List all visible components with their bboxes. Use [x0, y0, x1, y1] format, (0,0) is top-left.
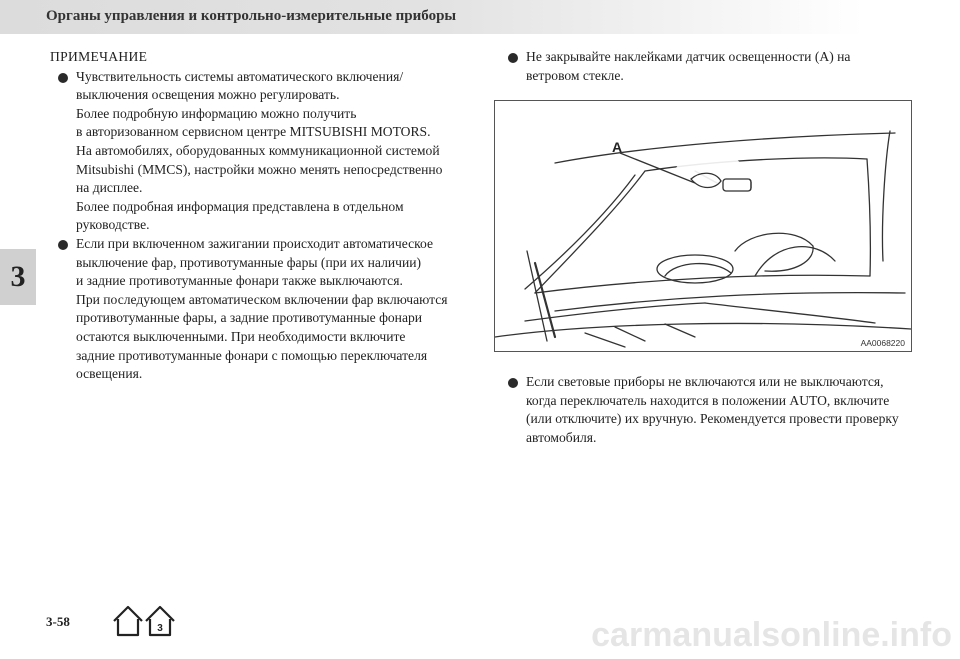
text-line: При последующем автоматическом включении фар включаются — [76, 291, 448, 307]
auto-bullet — [500, 373, 920, 447]
watermark: carmanualsonline.info — [591, 616, 952, 654]
text-line: когда переключатель находится в положении AUTO, включите — [526, 392, 890, 408]
svg-text:3: 3 — [157, 623, 163, 634]
sensor-label: A — [612, 139, 623, 155]
bullet-dot-icon — [508, 53, 518, 63]
sensor-bullet — [500, 48, 920, 85]
text-line: Если при включенном зажигании происходит автоматическое — [76, 235, 434, 251]
section-tab[interactable] — [0, 249, 36, 305]
text-line: Чувствительность системы автоматического включения/ — [76, 68, 404, 84]
note-bullet-1 — [50, 68, 470, 235]
text-line: На автомобилях, оборудованных коммуникационной системой — [76, 142, 440, 158]
section-tab-number: 3 — [10, 260, 26, 293]
text-line: выключения освещения можно регулировать. — [76, 87, 340, 103]
right-bottom-block — [500, 373, 920, 447]
text-line: Mitsubishi (MMCS), настройки можно менять непосредственно — [76, 161, 443, 177]
text-line: Если световые приборы не включаются или не выключаются, — [526, 374, 884, 389]
text-line: Более подробную информацию можно получить — [76, 105, 357, 121]
page-number: 3-58 — [46, 614, 70, 629]
text-line: автомобиля. — [526, 429, 597, 445]
text-line: Более подробная информация представлена в отдельном — [76, 198, 404, 214]
sensor-highlight — [670, 149, 750, 229]
text-line: остаются выключенными. При необходимости включите — [76, 328, 406, 344]
right-top-block — [500, 48, 920, 85]
home-icon[interactable] — [114, 607, 142, 635]
contents-icon[interactable] — [146, 607, 174, 635]
note-bullet-2 — [50, 235, 470, 384]
bullet-dot-icon — [508, 378, 518, 388]
note-title: ПРИМЕЧАНИЕ — [50, 49, 148, 64]
text-line: и задние противотуманные фонари также выключаются. — [76, 273, 403, 289]
windshield-illustration — [495, 101, 911, 351]
text-line: освещения. — [76, 366, 143, 382]
text-line: задние противотуманные фонари с помощью переключателя — [76, 347, 428, 363]
windshield-sensor-figure — [494, 100, 912, 352]
text-line: руководстве. — [76, 217, 150, 233]
figure-code: AA0068220 — [860, 338, 905, 348]
text-line: в авторизованном сервисном центре MITSUBISHI MOTORS. — [76, 124, 431, 140]
bullet-dot-icon — [58, 240, 68, 250]
text-line: ветровом стекле. — [526, 67, 624, 83]
text-line: (или отключите) их вручную. Рекомендуется провести проверку — [526, 411, 899, 427]
footer-nav — [110, 601, 180, 646]
note-block — [50, 48, 470, 384]
text-line: на дисплее. — [76, 180, 143, 196]
page-header-title: Органы управления и контрольно-измерительные приборы — [46, 8, 457, 24]
bullet-dot-icon — [58, 73, 68, 83]
text-line: противотуманные фары, а задние противотуманные фонари — [76, 310, 423, 326]
text-line: выключение фар, противотуманные фары (при их наличии) — [76, 254, 422, 270]
text-line: Не закрывайте наклейками датчик освещенности (А) на — [526, 49, 851, 64]
